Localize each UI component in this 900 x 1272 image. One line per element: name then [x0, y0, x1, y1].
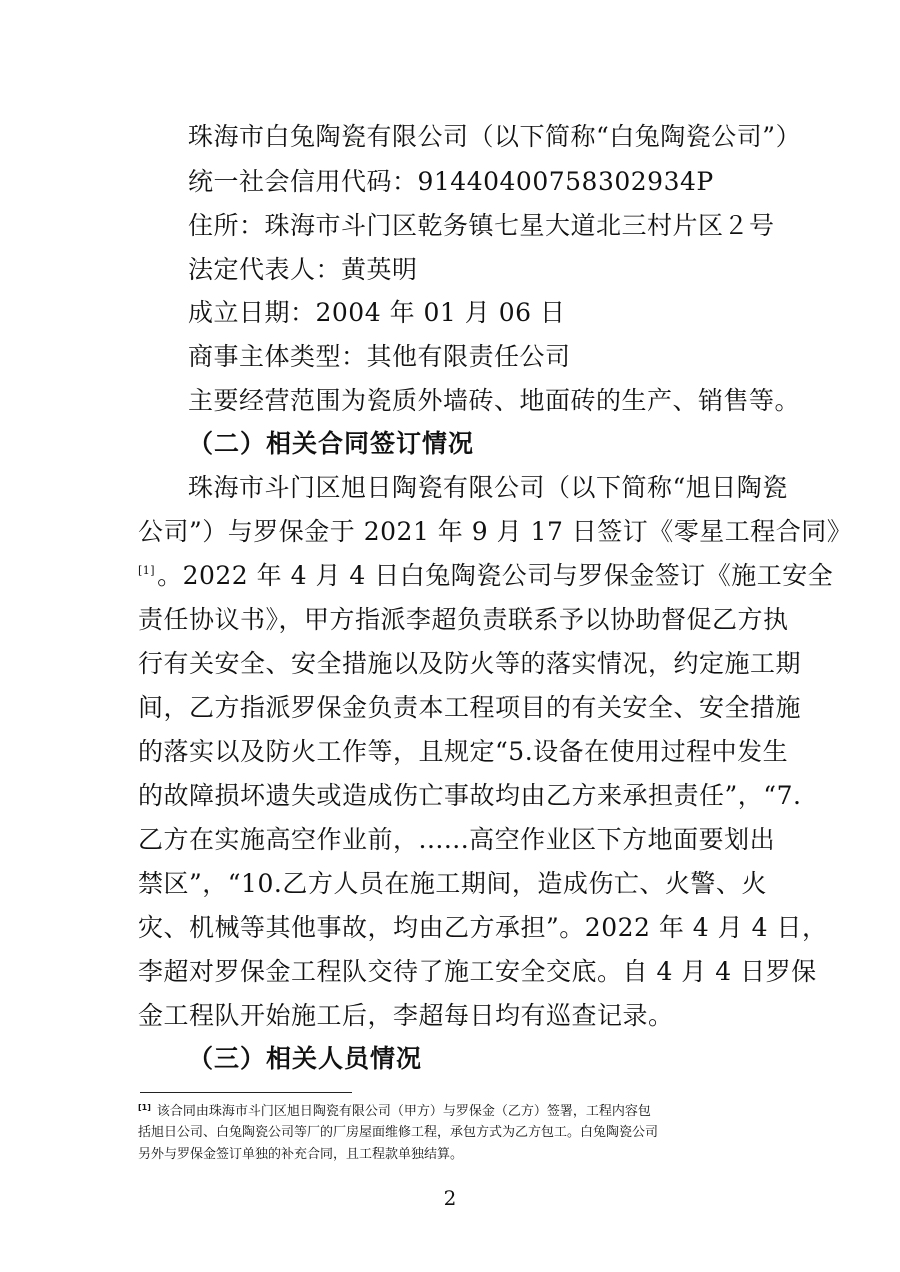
- legal-rep-line: 法定代表人：黄英明: [188, 255, 418, 284]
- paragraph-line: 行有关安全、安全措施以及防火等的落实情况，约定施工期: [138, 649, 802, 678]
- credit-code-line: 统一社会信用代码：91440400758302934P: [188, 167, 714, 196]
- paragraph-line: 禁区”，“10.乙方人员在施工期间，造成伤亡、火警、火: [138, 869, 767, 898]
- paragraph-line-text: 。2022 年 4 月 4 日白兔陶瓷公司与罗保金签订《施工安全: [157, 561, 834, 590]
- section-heading-personnel: （三）相关人员情况: [188, 1044, 423, 1073]
- paragraph-line: 的故障损坏遗失或造成伤亡事故均由乙方来承担责任”，“7.: [138, 781, 802, 810]
- page-number: 2: [443, 1186, 457, 1210]
- paragraph-line: 金工程队开始施工后，李超每日均有巡查记录。: [138, 1001, 674, 1030]
- paragraph-line: 的落实以及防火工作等，且规定“5.设备在使用过程中发生: [138, 737, 789, 766]
- paragraph-line: 乙方在实施高空作业前，......高空作业区下方地面要划出: [138, 825, 776, 854]
- founded-line: 成立日期：2004 年 01 月 06 日: [188, 298, 566, 327]
- footnote-marker: [1]: [138, 1103, 151, 1112]
- paragraph-line: 责任协议书》，甲方指派李超负责联系予以协助督促乙方执: [138, 605, 789, 634]
- paragraph-line: 间，乙方指派罗保金负责本工程项目的有关安全、安全措施: [138, 693, 802, 722]
- paragraph-line: 公司”）与罗保金于 2021 年 9 月 17 日签订《零星工程合同》: [138, 517, 853, 546]
- section-heading-contracts: （二）相关合同签订情况: [188, 429, 475, 458]
- footnote-line: 另外与罗保金签订单独的补充合同，且工程款单独结算。: [138, 1147, 464, 1162]
- footnote-line: [138, 1104, 651, 1118]
- paragraph-line: 灾、机械等其他事故，均由乙方承担”。2022 年 4 月 4 日，: [138, 913, 828, 942]
- paragraph-line: [138, 563, 833, 588]
- address-line: 住所：珠海市斗门区乾务镇七星大道北三村片区２号: [188, 211, 775, 240]
- entity-type-line: 商事主体类型：其他有限责任公司: [188, 342, 571, 371]
- business-scope-line: 主要经营范围为瓷质外墙砖、地面砖的生产、销售等。: [188, 386, 801, 415]
- footnote-reference[interactable]: [1]: [138, 564, 156, 577]
- company-name-line: 珠海市白兔陶瓷有限公司（以下简称“白兔陶瓷公司”）: [188, 122, 802, 151]
- footnote-divider: [140, 1092, 352, 1093]
- paragraph-line: 珠海市斗门区旭日陶瓷有限公司（以下简称“旭日陶瓷: [188, 473, 788, 502]
- footnote-text: 该合同由珠海市斗门区旭日陶瓷有限公司（甲方）与罗保金（乙方）签署，工程内容包: [156, 1104, 651, 1119]
- paragraph-line: 李超对罗保金工程队交待了施工安全交底。自 4 月 4 日罗保: [138, 957, 817, 986]
- footnote-line: 括旭日公司、白兔陶瓷公司等厂的厂房屋面维修工程，承包方式为乙方包工。白兔陶瓷公司: [138, 1125, 659, 1140]
